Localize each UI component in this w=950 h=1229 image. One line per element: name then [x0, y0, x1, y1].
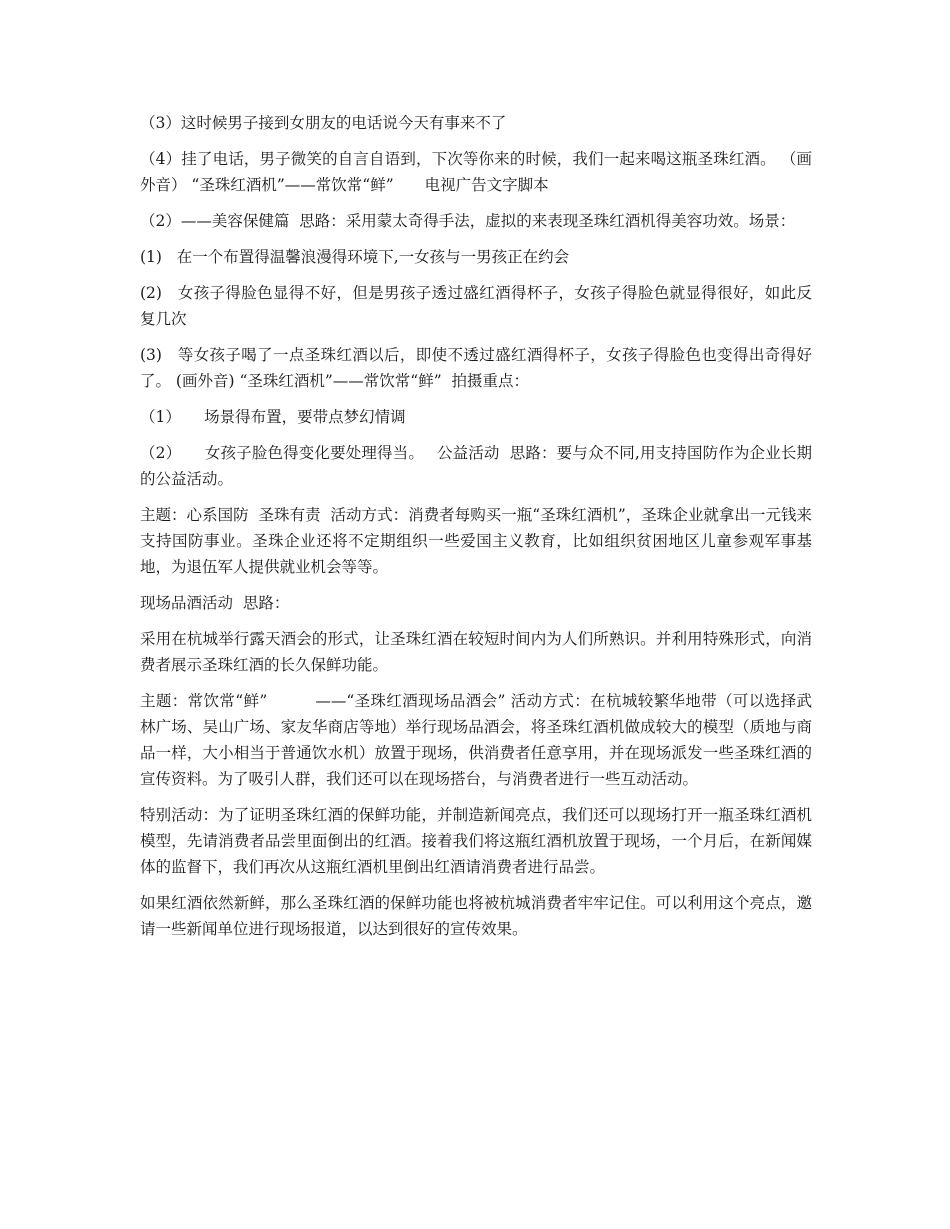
paragraph-scene-4: （4）挂了电话，男子微笑的自言自语到，下次等你来的时候，我们一起来喝这瓶圣珠红酒。 （画外音） “圣珠红酒机”——常饮常“鲜” 电视广告文字脚本 [140, 150, 812, 194]
paragraph-shooting-point-2: （2） 女孩子脸色得变化要处理得当。 公益活动 思路：要与众不同,用支持国防作为企业长期的公益活动。 [140, 444, 812, 488]
paragraph-tasting-heading: 现场品酒活动 思路： [140, 594, 290, 612]
paragraph-beauty-section: （2）——美容保健篇 思路：采用蒙太奇得手法，虚拟的来表现圣珠红酒机得美容功效。场景： [140, 212, 796, 230]
paragraph-beauty-scene-3: (3) 等女孩子喝了一点圣珠红酒以后，即使不透过盛红酒得杯子，女孩子得脸色也变得出奇得好了。 (画外音) “圣珠红酒机”——常饮常“鲜” 拍摄重点： [140, 346, 812, 390]
paragraph-beauty-scene-1: (1) 在一个布置得温馨浪漫得环境下,一女孩与一男孩正在约会 [140, 248, 570, 266]
paragraph-special-activity: 特别活动：为了证明圣珠红酒的保鲜功能，并制造新闻亮点，我们还可以现场打开一瓶圣珠红酒机模型，先请消费者品尝里面倒出的红酒。接着我们将这瓶红酒机放置于现场，一个月后，在新闻媒体的监督下，我们再次从这瓶红酒机里倒出红酒请消费者进行品尝。 [140, 806, 812, 876]
paragraph-tasting-theme: 主题：常饮常“鲜” ——“圣珠红酒现场品酒会” 活动方式：在杭城较繁华地带（可以选择武林广场、吴山广场、家友华商店等地）举行现场品酒会，将圣珠红酒机做成较大的模型（质地与商品一样，大小相当于普通饮水机）放置于现场，供消费者任意享用，并在现场派发一些圣珠红酒的宣传资料。为了吸引人群，我们还可以在现场搭台，与消费者进行一些互动活动。 [140, 692, 812, 788]
paragraph-tasting-idea: 采用在杭城举行露天酒会的形式，让圣珠红酒在较短时间内为人们所熟识。并利用特殊形式，向消费者展示圣珠红酒的长久保鲜功能。 [140, 630, 812, 674]
paragraph-beauty-scene-2: (2) 女孩子得脸色显得不好，但是男孩子透过盛红酒得杯子，女孩子得脸色就显得很好，如此反复几次 [140, 284, 812, 328]
document-page [140, 110, 812, 952]
paragraph-conclusion: 如果红酒依然新鲜，那么圣珠红酒的保鲜功能也将被杭城消费者牢牢记住。可以利用这个亮点，邀请一些新闻单位进行现场报道，以达到很好的宣传效果。 [140, 894, 812, 938]
paragraph-shooting-point-1: （1） 场景得布置，要带点梦幻情调 [140, 408, 406, 426]
paragraph-scene-3: （3）这时候男子接到女朋友的电话说今天有事来不了 [140, 114, 507, 132]
paragraph-public-welfare-theme: 主题：心系国防 圣珠有责 活动方式：消费者每购买一瓶“圣珠红酒机”，圣珠企业就拿出一元钱来支持国防事业。圣珠企业还将不定期组织一些爱国主义教育，比如组织贫困地区儿童参观军事基地，为退伍军人提供就业机会等等。 [140, 506, 812, 576]
